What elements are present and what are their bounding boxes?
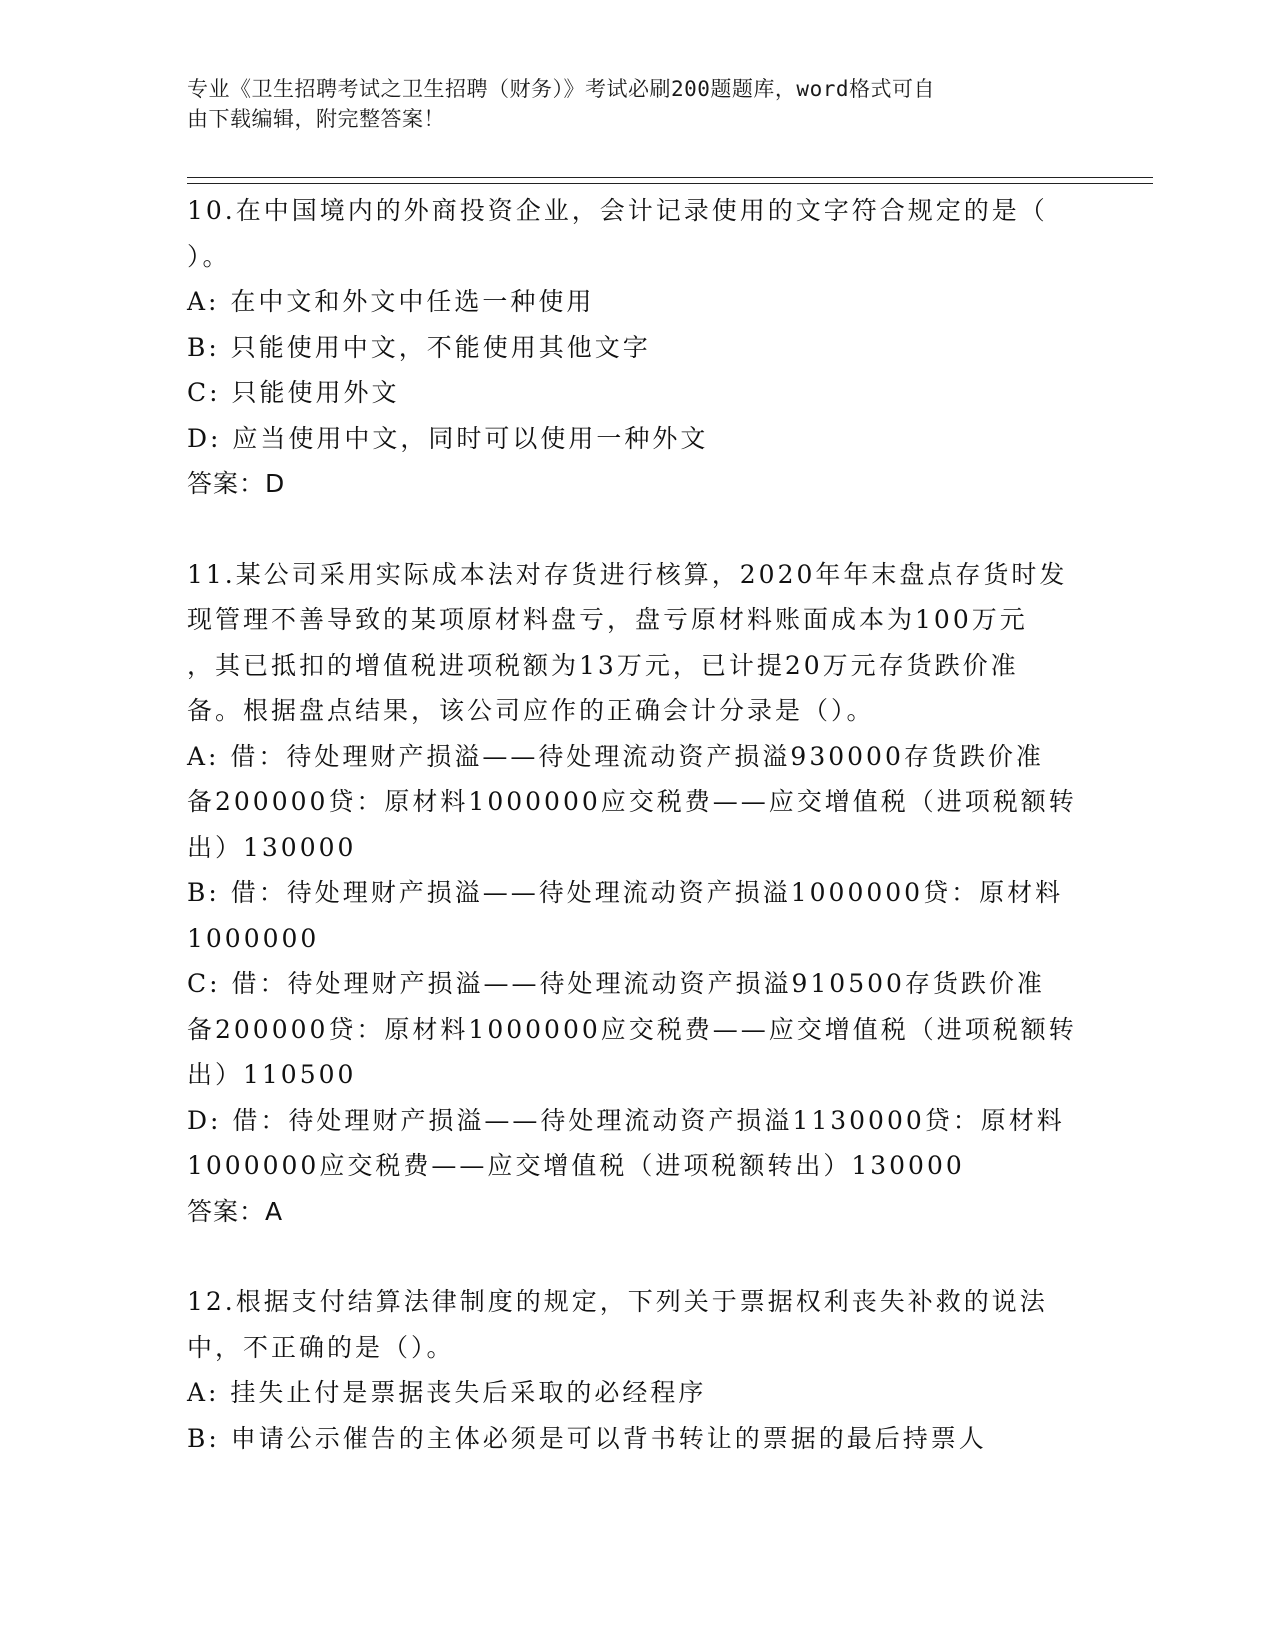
option-line: C: 借：待处理财产损溢——待处理流动资产损溢910500存货跌价准 xyxy=(187,969,1045,998)
header-line: 由下载编辑，附完整答案！ xyxy=(187,107,445,131)
option-line: 备200000贷：原材料1000000应交税费——应交增值税（进项税额转 xyxy=(187,1014,1077,1044)
document-header xyxy=(187,74,1067,134)
question-list xyxy=(187,188,1087,1461)
header-divider-bottom xyxy=(187,183,1153,184)
question-block xyxy=(187,1279,1087,1461)
answer-option xyxy=(187,961,1087,1098)
answer-option xyxy=(187,416,1087,462)
question-stem-line: 备。根据盘点结果，该公司应作的正确会计分录是（）。 xyxy=(187,696,875,725)
option-line: 出）110500 xyxy=(187,1060,357,1089)
option-line: C: 只能使用外文 xyxy=(187,378,400,407)
option-line: 备200000贷：原材料1000000应交税费——应交增值税（进项税额转 xyxy=(187,787,1077,816)
option-line: B: 申请公示催告的主体必须是可以背书转让的票据的最后持票人 xyxy=(187,1423,987,1453)
option-line: D: 应当使用中文，同时可以使用一种外文 xyxy=(187,423,709,453)
answer-key: 答案：D xyxy=(187,469,286,498)
question-stem-line: 12.根据支付结算法律制度的规定，下列关于票据权利丧失补救的说法 xyxy=(187,1287,1048,1316)
option-line: D: 借：待处理财产损溢——待处理流动资产损溢1130000贷：原材料 xyxy=(187,1105,1065,1135)
question-stem-line: 中，不正确的是（）。 xyxy=(187,1332,455,1362)
option-line: 出）130000 xyxy=(187,832,357,862)
answer-key: 答案：A xyxy=(187,1196,284,1226)
answer-option xyxy=(187,734,1087,871)
answer-option xyxy=(187,325,1087,371)
answer-option xyxy=(187,870,1087,961)
option-line: A: 在中文和外文中任选一种使用 xyxy=(187,287,595,316)
answer-option xyxy=(187,370,1087,416)
answer-option xyxy=(187,1416,1087,1462)
option-line: A: 借：待处理财产损溢——待处理流动资产损溢930000存货跌价准 xyxy=(187,741,1044,771)
answer-option xyxy=(187,1370,1087,1416)
option-line: B: 借：待处理财产损溢——待处理流动资产损溢1000000贷：原材料 xyxy=(187,878,1064,907)
answer-option xyxy=(187,279,1087,325)
option-line: 1000000应交税费——应交增值税（进项税额转出）130000 xyxy=(187,1151,965,1180)
header-line: 专业《卫生招聘考试之卫生招聘（财务）》考试必刷200题题库，word格式可自 xyxy=(187,77,935,101)
question-stem-line: 10.在中国境内的外商投资企业，会计记录使用的文字符合规定的是（ xyxy=(187,196,1048,225)
header-divider-top xyxy=(187,177,1153,178)
question-stem-line: ，其已抵扣的增值税进项税额为13万元，已计提20万元存货跌价准 xyxy=(187,650,1019,680)
answer-option xyxy=(187,1098,1087,1189)
question-block xyxy=(187,552,1087,1235)
question-block xyxy=(187,188,1087,507)
question-stem-line: ）。 xyxy=(187,241,231,271)
option-line: A: 挂失止付是票据丧失后采取的必经程序 xyxy=(187,1378,707,1407)
question-stem-line: 现管理不善导致的某项原材料盘亏，盘亏原材料账面成本为100万元 xyxy=(187,605,1028,634)
option-line: 1000000 xyxy=(187,923,320,953)
option-line: B: 只能使用中文，不能使用其他文字 xyxy=(187,332,651,362)
question-stem-line: 11.某公司采用实际成本法对存货进行核算，2020年年末盘点存货时发 xyxy=(187,559,1068,589)
